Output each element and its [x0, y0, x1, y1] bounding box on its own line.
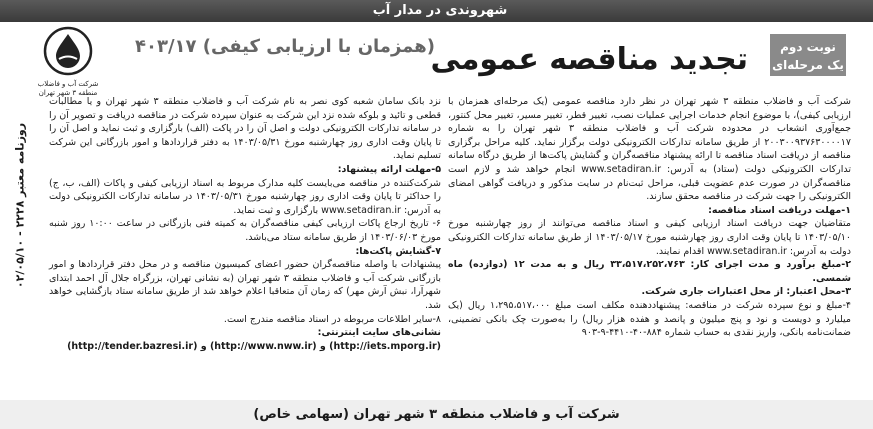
logo-line-1: شرکت آب و فاضلاب — [37, 80, 99, 88]
page-subtitle: (همزمان با ارزیابی کیفی) ۴۰۳/۱۷ — [135, 36, 435, 57]
section-heading: ۱-مهلت دریافت اسناد مناقصه: — [708, 204, 851, 216]
section-heading: ۵-مهلت ارائه پیشنهاد: — [337, 163, 441, 175]
section-heading: ۲-مبلغ برآورد و مدت اجرای کار: ۳۳،۵۱۷،۲۵۲،۷۶۳ ریال و به مدت ۱۲ (دوازده) ماه شمسی. — [448, 259, 851, 284]
paragraph: ۸-سایر اطلاعات مربوطه در اسناد مناقصه مندرج است. — [223, 313, 441, 325]
stage-round: نوبت دوم — [780, 40, 836, 54]
section-heading: ۷-گشایش پاکت‌ها: — [355, 245, 441, 257]
water-drop-icon — [43, 26, 93, 76]
notice-column-right — [448, 95, 851, 340]
paragraph: پیشنهادات با واصله مناقصه‌گران حضور اعضای کمیسیون مناقصه و در محل دفتر قراردادها و امور بازرگانی شرکت آب و فاضلاب منطقه ۳ شهر تهران (به نشانی تهران، بزرگراه جلال آل احمد ابتدای شهرآرا، نبش آرش مهر) که زمان آن متعاقبا اعلام خواهد شد از طریق سامانه ستاد بازگشایی خواهد شد. — [49, 259, 442, 311]
section-heading: ۳-محل اعتبار: از محل اعتبارات جاری شرکت. — [641, 286, 851, 298]
company-logo — [22, 26, 114, 98]
section-heading: نشانی‌های سایت اینترنتی: — [317, 327, 441, 339]
paragraph: شرکت‌کننده در مناقصه می‌بایست کلیه مدارک مربوط به اسناد ارزیابی کیفی و پاکات (الف، ب، ج) را حداکثر تا پایان وقت اداری روز چهارشنبه مورخ ۱۴۰۳/۰۵/۳۱ در سامانه تدارکات الکترونیکی دولت به آدرس: www.setadiran.ir بارگزاری و ثبت نماید. — [49, 177, 441, 216]
notice-column-left — [49, 95, 441, 353]
paragraph: ۴-مبلغ و نوع سپرده شرکت در مناقصه: پیشنهاددهنده مکلف است مبلغ ۱،۲۹۵،۵۱۷،۰۰۰ ریال (یک میلیارد و دویست و نود و پنج میلیون و پانصد و هفده هزار ریال) را به‌صورت چک بانکی تضمینی، ضمانت‌نامه بانکی، واریز نقدی به حساب شماره ۸۸۴-۴۰-۴۴۱۰-۹-۹۰۳ — [448, 299, 852, 339]
paragraph[interactable]: (http://iets.mporg.ir) و (http://www.nww.ir) و (http://tender.bazresi.ir) — [67, 340, 441, 352]
paragraph: ۶- تاریخ ارجاع پاکات ارزیابی کیفی مناقصه‌گران به کمیته فنی بازرگانی در ساعت ۱۰:۰۰ روز شنبه مورخ ۱۴۰۳/۰۶/۰۳ از طریق سامانه ستاد می‌باشد. — [49, 218, 441, 243]
paragraph: متقاضیان جهت دریافت اسناد ارزیابی کیفی و اسناد مناقصه می‌توانند از روز چهارشنبه مورخ ۱۴۰۳/۰۵/۱۰ تا پایان وقت اداری روز چهارشنبه مورخ ۱۴۰۳/۰۵/۱۷ از طریق سامانه تدارکات الکترونیکی دولت به آدرس: www.setadiran.ir اقدام نمایند. — [448, 218, 851, 257]
paragraph: شرکت آب و فاضلاب منطقه ۳ شهر تهران در نظر دارد مناقصه عمومی (یک مرحله‌ای همزمان با ارزیابی کیفی)، با موضوع انجام خدمات اجرایی عملیات نصب، تغییر قطر، تغییر مسیر، تغییر محل کنتور، جمع‌آوری انشعاب در محدوده شرکت آب و فاضلاب منطقه ۳ شهر تهران را به شماره ۲۰۰۳۰۰۹۳۷۶۳۰۰۰۰۱۷ از طریق سامانه تدارکات الکترونیکی دولت برگزار نماید. کلیه مراحل برگزاری مناقصه از دریافت اسناد مناقصه تا ارائه پیشنهاد مناقصه‌گران و گشایش پاکت‌ها از طریق درگاه سامانه تدارکات الکترونیکی دولت (ستاد) به آدرس: www.setadiran.ir انجام خواهد شد و لازم است مناقصه‌گران در صورت عدم عضویت قبلی، مراحل ثبت‌نام در سایت مذکور و دریافت گواهی امضای الکترونیکی را جهت شرکت در مناقصه محقق سازند. — [448, 96, 851, 203]
banner-title: شهروندی در مدار آب — [372, 3, 508, 18]
top-banner — [0, 0, 873, 22]
stage-badge — [770, 34, 846, 76]
newspaper-label: روزنامه معتبر ۲۲۲۸ - ۰۲/۰۵/۱۰ — [13, 122, 27, 289]
logo-line-2: منطقه ۳ شهر تهران — [38, 89, 98, 97]
paragraph: نزد بانک سامان شعبه کوی نصر به نام شرکت آب و فاضلاب منطقه ۳ شهر تهران و یا مطالبات قطعی و تائید و بلوکه شده نزد این شرکت به عنوان سپرده شرکت در مناقصه دریافت و تصویر آن را در سامانه تدارکات الکترونیکی دولت و اصل آن را در پاکت (الف) بارگزاری و ثبت نماید و اصل آن را تا پایان وقت اداری روز چهارشنبه مورخ ۱۴۰۳/۰۵/۳۱ به دفتر قراردادها و امور بازرگانی این شرکت تسلیم نماید. — [49, 96, 442, 162]
stage-type: یک مرحله‌ای — [772, 58, 844, 72]
page-title: تجدید مناقصه عمومی — [430, 42, 748, 77]
footer-company: شرکت آب و فاضلاب منطقه ۳ شهر تهران (سهامی خاص) — [0, 400, 873, 429]
